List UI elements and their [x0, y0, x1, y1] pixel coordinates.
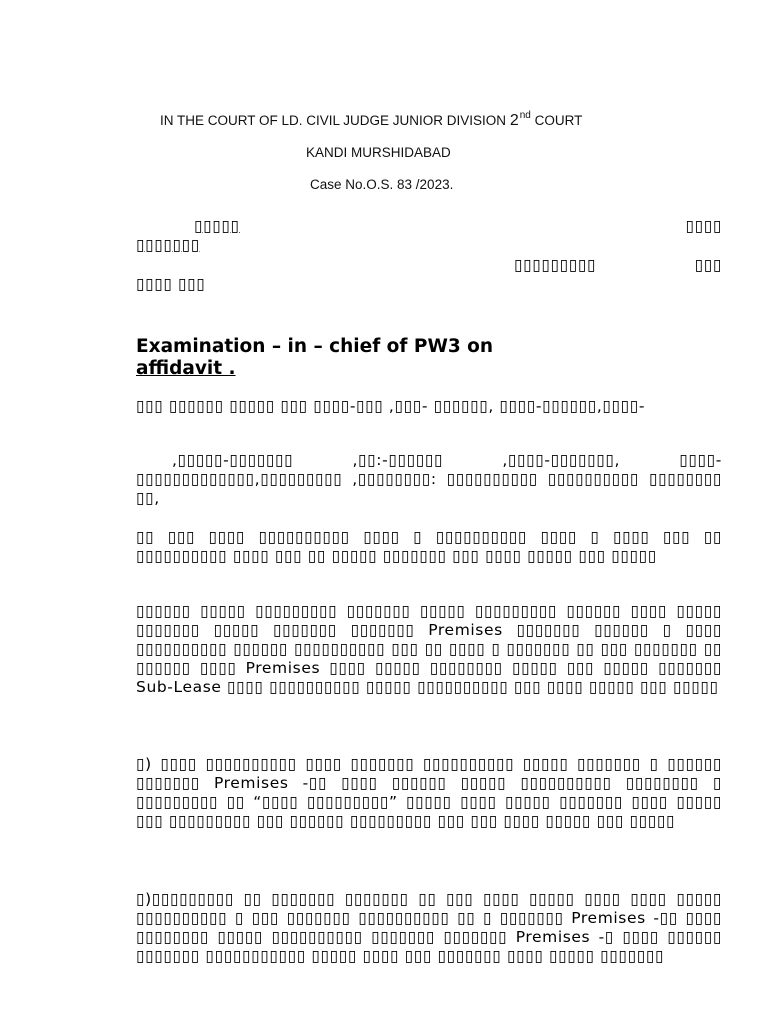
court-title-end: COURT [530, 113, 583, 128]
versus-word: ▯▯▯▯▯▯▯▯▯ [514, 256, 597, 274]
party-name-opposite: ▯▯▯▯ ▯▯▯ [136, 275, 206, 293]
document-heading [136, 336, 722, 380]
paragraph-1: ▯▯▯ ▯▯▯▯▯▯ ▯▯▯▯▯ ▯▯▯ ▯▯▯▯-▯▯▯ ,▯▯▯- ▯▯▯▯▯▯, ▯▯▯▯-▯▯▯▯▯▯,▯▯▯▯- [136, 397, 646, 415]
paragraph-4: ▯▯▯▯▯▯ ▯▯▯▯▯ ▯▯▯▯▯▯▯▯▯ ▯▯▯▯▯▯▯ ▯▯▯▯▯ ▯▯▯▯▯▯▯▯▯ ▯▯▯▯▯▯ ▯▯▯▯ ▯▯▯▯▯ ▯▯▯▯▯▯▯ ▯▯▯▯▯ ▯▯▯▯▯▯▯ ▯▯▯▯▯▯▯ Premises ▯▯▯▯▯▯▯ ▯▯▯▯▯▯ ▯ ▯▯▯▯ ▯▯▯▯▯▯▯▯▯▯ ▯▯▯▯▯▯ ▯▯▯▯▯▯▯▯▯▯ ▯▯▯ ▯▯ ▯▯▯▯ ▯ ▯▯▯▯▯▯▯ ▯▯ ▯▯▯ ▯▯▯▯▯▯▯ ▯▯ ▯▯▯▯▯▯ ▯▯▯▯ Premises ▯▯▯▯ ▯▯▯▯▯ ▯▯▯▯▯▯▯▯ ▯▯▯▯▯ ▯▯▯ ▯▯▯▯▯ ▯▯▯▯▯▯▯ Sub-Lease ▯▯▯▯ ▯▯▯▯▯▯▯▯▯▯ ▯▯▯▯▯ ▯▯▯▯▯▯▯▯▯▯ ▯▯▯ ▯▯▯▯ ▯▯▯▯▯ ▯▯▯ ▯▯▯▯▯ [136, 602, 722, 696]
party-row-2 [136, 256, 722, 296]
court-title [160, 110, 582, 130]
paragraph-3: ▯▯ ▯▯▯ ▯▯▯▯ ▯▯▯▯▯▯▯▯▯▯ ▯▯▯▯ ▯ ▯▯▯▯▯▯▯▯▯▯ ▯▯▯▯ ▯ ▯▯▯▯ ▯▯▯ ▯▯ ▯▯▯▯▯▯▯▯▯▯ ▯▯▯▯ ▯▯▯ ▯▯ ▯▯▯▯▯ ▯▯▯▯▯▯▯ ▯▯▯ ▯▯▯▯ ▯▯▯▯▯ ▯▯▯ ▯▯▯▯▯ [136, 528, 722, 565]
party-word-right: ▯▯▯▯ [685, 217, 722, 235]
court-ordinal-suffix: nd [519, 110, 531, 121]
court-place: KANDI MURSHIDABAD [306, 145, 451, 160]
party-row-1 [136, 217, 722, 257]
party-word-right-2: ▯▯▯ [694, 256, 722, 274]
party-name-left-2: ▯▯▯▯▯▯▯ [136, 236, 200, 254]
heading-line-1: Examination – in – chief of PW3 on [136, 336, 494, 357]
paragraph-2: ,▯▯▯▯▯-▯▯▯▯▯▯▯ ,▯▯:-▯▯▯▯▯▯ ,▯▯▯▯-▯▯▯▯▯▯▯, ▯▯▯▯- ▯▯▯▯▯▯▯▯▯▯▯▯▯,▯▯▯▯▯▯▯▯▯ ,▯▯▯▯▯▯▯▯: ▯▯▯▯▯▯▯▯▯▯ ▯▯▯▯▯▯▯▯▯▯ ▯▯▯▯▯▯▯▯ ▯▯, [136, 451, 722, 507]
paragraph-6: ▯)▯▯▯▯▯▯▯▯▯ ▯▯ ▯▯▯▯▯▯▯ ▯▯▯▯▯▯▯ ▯▯ ▯▯▯ ▯▯▯▯ ▯▯▯▯▯ ▯▯▯▯ ▯▯▯▯ ▯▯▯▯▯ ▯▯▯▯▯▯▯▯▯▯ ▯ ▯▯▯ ▯▯▯▯▯▯▯ ▯▯▯▯▯▯▯▯▯▯ ▯▯ ▯ ▯▯▯▯▯▯▯ Premises -▯▯ ▯▯▯▯ ▯▯▯▯▯▯▯▯ ▯▯▯▯▯ ▯▯▯▯▯▯▯▯▯▯ ▯▯▯▯▯▯▯ ▯▯▯▯▯▯▯ Premises -▯ ▯▯▯▯ ▯▯▯▯▯▯ ▯▯▯▯▯▯▯ ▯▯▯▯▯▯▯▯▯▯▯ ▯▯▯▯▯ ▯▯▯▯ ▯▯▯ ▯▯▯▯▯▯▯ ▯▯▯▯ ▯▯▯▯▯ ▯▯▯▯▯▯▯ [136, 890, 722, 965]
heading-line-2: affidavit . [136, 358, 236, 379]
party-name-left: ▯▯▯▯▯ [194, 217, 240, 235]
court-ordinal: 2 [509, 112, 519, 129]
case-number: Case No.O.S. 83 /2023. [310, 177, 454, 192]
court-title-text: IN THE COURT OF LD. CIVIL JUDGE JUNIOR DIVISION [160, 113, 510, 128]
paragraph-5: ▯) ▯▯▯▯ ▯▯▯▯▯▯▯▯▯▯ ▯▯▯▯ ▯▯▯▯▯▯▯ ▯▯▯▯▯▯▯▯▯▯ ▯▯▯▯▯ ▯▯▯▯▯▯▯ ▯ ▯▯▯▯▯▯ ▯▯▯▯▯▯▯ Premises -▯▯ ▯▯▯▯ ▯▯▯▯▯▯ ▯▯▯▯▯ ▯▯▯▯▯▯▯▯▯▯ ▯▯▯▯▯▯▯▯ ▯ ▯▯▯▯▯▯▯▯▯ ▯▯ “▯▯▯▯ ▯▯▯▯▯▯▯▯▯” ▯▯▯▯▯ ▯▯▯▯ ▯▯▯▯▯ ▯▯▯▯▯▯▯ ▯▯▯▯ ▯▯▯▯▯ ▯▯▯ ▯▯▯▯▯▯▯▯▯ ▯▯▯ ▯▯▯▯▯▯ ▯▯▯▯▯▯▯▯▯ ▯▯▯ ▯▯▯ ▯▯▯▯ ▯▯▯▯▯ ▯▯▯ ▯▯▯▯▯ [136, 755, 722, 830]
